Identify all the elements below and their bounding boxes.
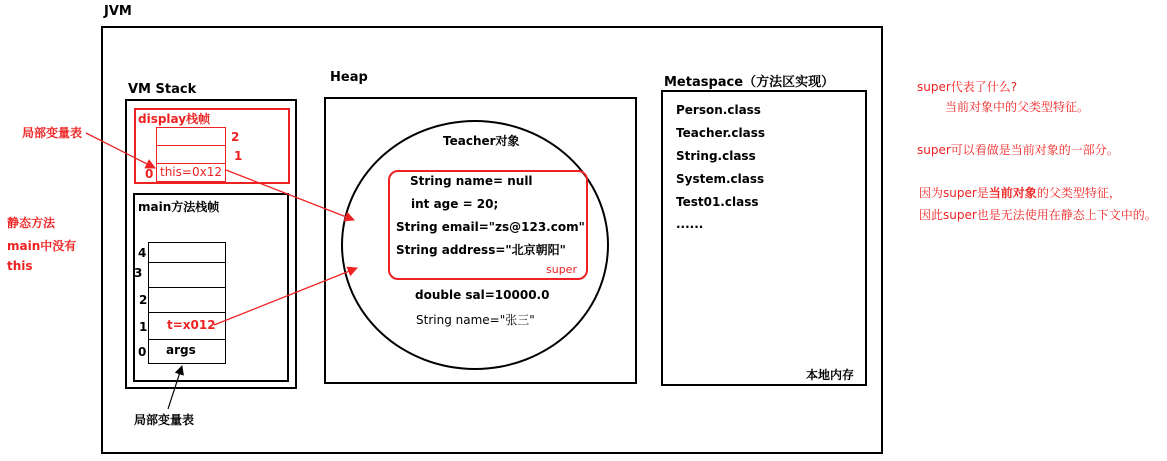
reason-bold: 当前对象 — [988, 186, 1037, 200]
display-slot-index: 1 — [234, 149, 243, 163]
super-answer: 当前对象中的父类型特征。 — [945, 100, 1090, 114]
vm-stack-title: VM Stack — [128, 82, 197, 97]
class-item: Person.class — [676, 103, 761, 117]
class-item: Test01.class — [676, 195, 759, 209]
super-question: super代表了什么? — [917, 80, 1018, 94]
args-cell: args — [166, 343, 196, 357]
super-field: String address="北京朝阳" — [396, 243, 566, 257]
reason-after: 的父类型特征， — [1036, 186, 1121, 200]
class-item: ...... — [676, 217, 704, 231]
own-field: double sal=10000.0 — [415, 288, 550, 302]
this-cell: this=0x12 — [160, 165, 222, 179]
static-note-line: this — [7, 259, 33, 273]
super-note-part: super可以看做是当前对象的一部分。 — [917, 143, 1119, 157]
display-slot-index: 2 — [231, 130, 240, 144]
main-slot-index: 4 — [138, 246, 147, 260]
display-slot-index: 0 — [145, 167, 154, 181]
static-note-line: main中没有 — [7, 239, 77, 253]
native-memory-label: 本地内存 — [806, 368, 855, 382]
main-slot-index: 2 — [139, 293, 148, 307]
super-field: int age = 20; — [411, 197, 499, 211]
static-note-line: 静态方法 — [7, 216, 56, 230]
t-cell: t=x012 — [167, 318, 216, 332]
local-var-note: 局部变量表 — [22, 126, 83, 140]
class-item: System.class — [676, 172, 765, 186]
own-field: String name="张三" — [416, 313, 535, 327]
super-field: String name= null — [410, 174, 533, 188]
local-var-pointer-arrow — [86, 133, 155, 168]
t-reference-arrow — [214, 268, 357, 325]
main-slot-index: 3 — [134, 266, 143, 280]
heap-title: Heap — [330, 70, 368, 85]
jvm-title: JVM — [104, 4, 132, 19]
local-var-table-arrow — [168, 366, 182, 409]
super-note-static: 因此super也是无法使用在静态上下文中的。 — [919, 208, 1157, 222]
main-slot-index: 0 — [138, 345, 147, 359]
super-field: String email="zs@123.com" — [396, 220, 585, 234]
main-slot-index: 1 — [139, 320, 148, 334]
teacher-object-title: Teacher对象 — [443, 134, 520, 148]
reason-before: 因为super是 — [919, 186, 989, 200]
this-reference-arrow — [226, 170, 354, 220]
super-tag: super — [546, 263, 577, 276]
main-frame-title: main方法栈帧 — [138, 200, 220, 214]
metaspace-title: Metaspace（方法区实现） — [664, 75, 835, 90]
class-item: Teacher.class — [676, 126, 765, 140]
class-item: String.class — [676, 149, 756, 163]
display-frame-title: display栈帧 — [138, 112, 211, 126]
local-var-table-label: 局部变量表 — [134, 413, 195, 427]
